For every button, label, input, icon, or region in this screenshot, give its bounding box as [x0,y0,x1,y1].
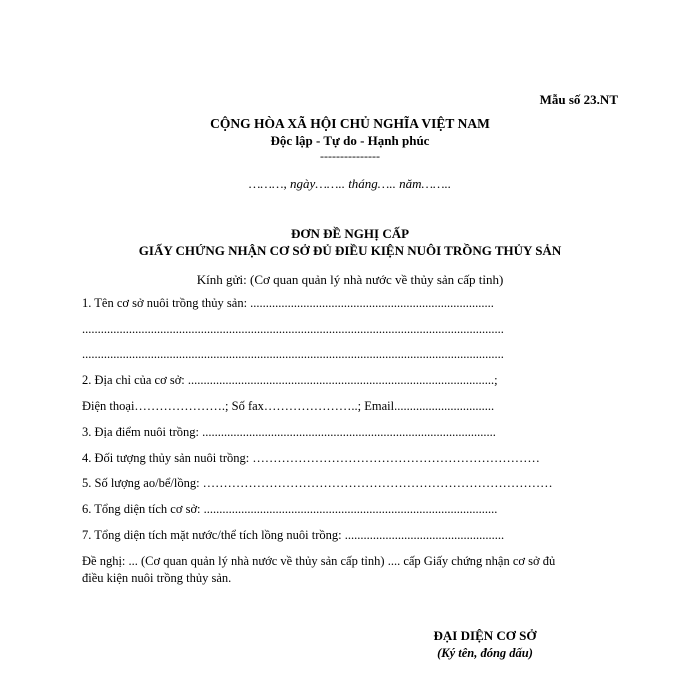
motto-heading: Độc lập - Tự do - Hạnh phúc [270,133,430,148]
recipient-line: Kính gửi: (Cơ quan quản lý nhà nước về thủy sản cấp tỉnh) [196,272,504,287]
field-address: 2. Địa chỉ của cơ sở: ..................................................................................................; [82,373,498,387]
signature-note: (Ký tên, đóng dấu) [437,646,533,660]
field-water-area: 7. Tổng diện tích mặt nước/thể tích lồng nuôi trồng: ................................................... [82,528,505,542]
date-line: ………, ngày…….. tháng….. năm…….. [248,176,452,191]
field-facility-name: 1. Tên cơ sở nuôi trồng thủy sản: .............................................................................. [82,296,494,310]
field-facility-name-continued-2: ....................................................................................................................................... [82,347,504,361]
field-species: 4. Đối tượng thủy sản nuôi trồng: …………………………………………………………… [82,451,540,465]
field-pond-count: 5. Số lượng ao/bể/lồng: ………………………………………………………………………… [82,476,553,490]
request-line-2: điều kiện nuôi trồng thủy sản. [82,571,232,585]
document-title-line1: ĐƠN ĐỀ NGHỊ CẤP [290,226,410,241]
nation-heading: CỘNG HÒA XÃ HỘI CHỦ NGHĨA VIỆT NAM [210,116,490,131]
signature-title: ĐẠI DIỆN CƠ SỞ [433,628,537,643]
field-total-area: 6. Tổng diện tích cơ sở: .............................................................................................. [82,502,498,516]
field-location: 3. Địa điểm nuôi trồng: .............................................................................................. [82,425,496,439]
heading-separator: --------------- [320,149,380,163]
request-line-1: Đề nghị: ... (Cơ quan quản lý nhà nước về thủy sản cấp tỉnh) .... cấp Giấy chứng nhận cơ sở đủ [82,554,556,568]
field-contact: Điện thoại………………….; Số fax…………………..; Email................................ [82,399,495,413]
form-number: Mẫu số 23.NT [539,92,618,107]
field-facility-name-continued-1: ....................................................................................................................................... [82,322,504,336]
document-title-line2: GIẤY CHỨNG NHẬN CƠ SỞ ĐỦ ĐIỀU KIỆN NUÔI TRỒNG THỦY SẢN [138,243,562,258]
